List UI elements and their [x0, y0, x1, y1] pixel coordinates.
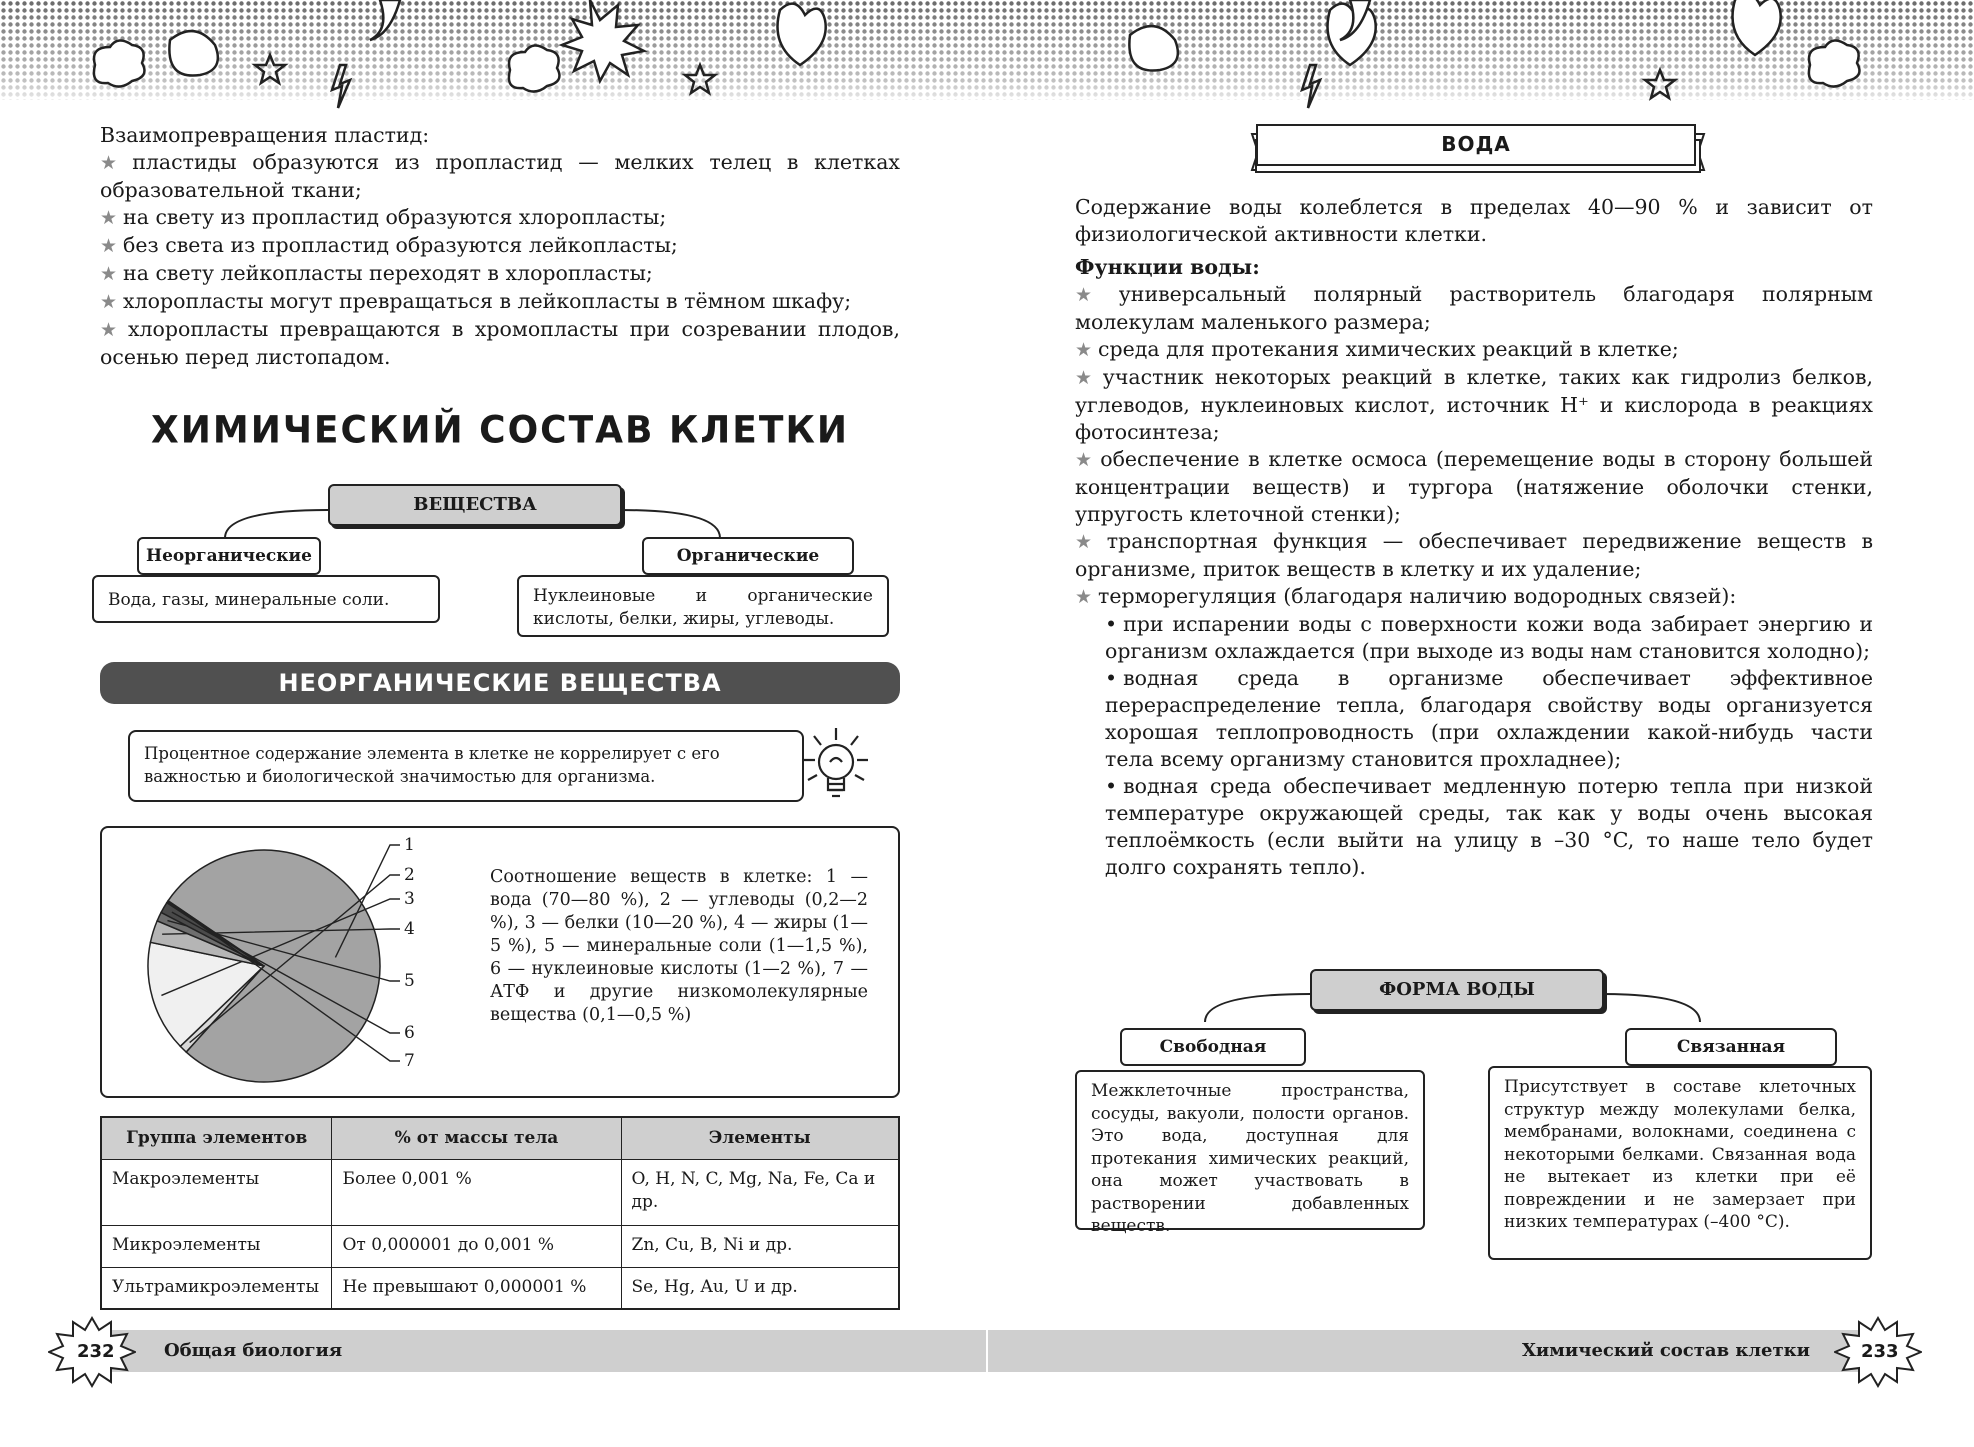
list-item: ★ универсальный полярный растворитель благодаря полярным молекулам маленького размера;	[1075, 282, 1873, 334]
list-item: ★ хлоропласты превращаются в хромопласты при созревании плодов, осенью перед листопадом.	[100, 317, 900, 369]
list-item: ★ пластиды образуются из пропластид — мелких телец в клетках образовательной ткани;	[100, 150, 900, 202]
chart-caption	[490, 866, 868, 1027]
list-item: ★ на свету лейкопласты переходят в хлоропласты;	[100, 261, 653, 285]
star-icon: ★	[100, 319, 122, 341]
plastid-conversion-title: Взаимопревращения пластид:	[100, 123, 430, 147]
list-item: • при испарении воды с поверхности кожи вода забирает энергию и организм охлаждается (при выходе из воды нам становится холодно);	[1105, 612, 1873, 663]
table-cell: Ультрамикроэлементы	[101, 1267, 332, 1309]
bound-water-label: Связанная	[1625, 1028, 1837, 1066]
note-box	[128, 730, 804, 802]
table-row	[101, 1159, 899, 1225]
list-item: ★ участник некоторых реакций в клетке, таких как гидролиз белков, углеводов, нуклеиновых кислот, источник H⁺ и кислорода в реакциях фотосинтеза;	[1075, 365, 1873, 444]
plastid-conversion-block	[100, 122, 900, 371]
table-header-row	[101, 1117, 899, 1159]
pie-label: 2	[404, 865, 415, 885]
table-cell: Микроэлементы	[101, 1225, 332, 1267]
lightbulb-icon	[802, 722, 874, 812]
bullet-icon: •	[1105, 612, 1118, 636]
free-water-description: Межклеточные пространства, сосуды, вакуоли, полости органов. Это вода, доступная для протекания химических реакций, она может участвовать в растворении добавленных веществ.	[1075, 1070, 1425, 1230]
table-cell: От 0,000001 до 0,001 %	[332, 1225, 621, 1267]
pie-label: 4	[404, 919, 415, 939]
water-text-block	[1075, 194, 1873, 881]
elements-table	[100, 1116, 900, 1310]
footer-title-left: Общая биология	[164, 1340, 343, 1361]
inorganic-label: Неорганические	[137, 537, 321, 575]
pie-label: 5	[404, 971, 415, 991]
footer-title-right: Химический состав клетки	[1521, 1340, 1810, 1361]
inorganic-description: Вода, газы, минеральные соли.	[92, 575, 440, 623]
star-icon: ★	[100, 152, 127, 174]
table-cell: Не превышают 0,000001 %	[332, 1267, 621, 1309]
substances-pie-chart	[104, 830, 484, 1094]
inorganic-section-title: НЕОРГАНИЧЕСКИЕ ВЕЩЕСТВА	[100, 662, 900, 704]
pie-label: 3	[404, 889, 415, 909]
organic-description: Нуклеиновые и органические кислоты, белки, жиры, углеводы.	[517, 575, 889, 637]
free-water-label: Свободная	[1120, 1028, 1306, 1066]
table-cell: Макроэлементы	[101, 1159, 332, 1225]
bullet-icon: •	[1105, 774, 1118, 798]
star-icon: ★	[100, 291, 118, 313]
chart-caption-text: Соотношение веществ в клетке: 1 — вода (70—80 %), 2 — углеводы (0,2—2 %), 3 — белки (10—20 %), 4 — жиры (1—5 %), 5 — минеральные соли (1—1,5 %), 6 — нуклеиновые кислоты (1—2 %), 7 — АТФ и другие низкомолекулярные вещества (0,1—0,5 %)	[490, 867, 868, 1025]
table-header-cell: Группа элементов	[101, 1117, 332, 1159]
list-item: • водная среда обеспечивает медленную потерю тепла при низкой температуре окружающей среды, так как у воды очень высокая теплоёмкость (если выйти на улицу в –30 °C, то наше тело будет долго сохранять тепло).	[1105, 774, 1873, 879]
star-icon: ★	[1075, 339, 1093, 361]
pie-label: 7	[404, 1051, 415, 1071]
star-icon: ★	[100, 235, 118, 257]
water-functions-title: Функции воды:	[1075, 255, 1260, 279]
star-icon: ★	[100, 263, 118, 285]
star-icon: ★	[1075, 284, 1113, 306]
star-icon: ★	[100, 207, 118, 229]
table-row	[101, 1225, 899, 1267]
footer-divider	[986, 1330, 988, 1372]
star-icon: ★	[1075, 586, 1093, 608]
water-intro: Содержание воды колеблется в пределах 40—90 % и зависит от физиологической активности клетки.	[1075, 195, 1873, 246]
list-item: • водная среда в организме обеспечивает эффективное перераспределение тепла, благодаря свойству воды организуется хорошая теплопроводность (при охлаждении какой-нибудь части тела всему организму становится прохладнее);	[1105, 666, 1873, 771]
page-number-left: 232	[77, 1341, 115, 1362]
header-pattern-band	[0, 0, 1974, 110]
table-cell: Zn, Cu, B, Ni и др.	[621, 1225, 899, 1267]
water-heading: ВОДА	[1256, 124, 1696, 166]
table-cell: Se, Hg, Au, U и др.	[621, 1267, 899, 1309]
pie-label: 6	[404, 1023, 415, 1043]
list-item: ★ обеспечение в клетке осмоса (перемещение воды в сторону большей концентрации веществ) и тургора (натяжение оболочки стенки, упругость клеточной стенки);	[1075, 447, 1873, 526]
bound-water-description: Присутствует в составе клеточных структур между молекулами белка, мембранами, волокнами, соединена с некоторыми белками. Связанная вода не вытекает из клетки при её повреждении и не замерзает при низких температурах (–400 °C).	[1488, 1066, 1872, 1260]
chapter-title: ХИМИЧЕСКИЙ СОСТАВ КЛЕТКИ	[150, 408, 850, 453]
list-item: ★ на свету из пропластид образуются хлоропласты;	[100, 205, 667, 229]
star-icon: ★	[1075, 367, 1097, 389]
substances-heading: ВЕЩЕСТВА	[328, 484, 622, 526]
note-text: Процентное содержание элемента в клетке не коррелирует с его важностью и биологической значимостью для организма.	[144, 744, 720, 786]
table-cell: O, H, N, C, Mg, Na, Fe, Ca и др.	[621, 1159, 899, 1225]
bullet-icon: •	[1105, 666, 1118, 690]
list-item: ★ транспортная функция — обеспечивает передвижение веществ в организме, приток веществ в клетку и их удаление;	[1075, 529, 1873, 581]
list-item: ★ среда для протекания химических реакций в клетке;	[1075, 337, 1679, 361]
water-form-heading: ФОРМА ВОДЫ	[1310, 969, 1604, 1011]
table-cell: Более 0,001 %	[332, 1159, 621, 1225]
table-row	[101, 1267, 899, 1309]
list-item: ★ хлоропласты могут превращаться в лейкопласты в тёмном шкафу;	[100, 289, 852, 313]
table-header-cell: % от массы тела	[332, 1117, 621, 1159]
star-icon: ★	[1075, 531, 1101, 553]
pie-label: 1	[404, 835, 415, 855]
list-item: ★ терморегуляция (благодаря наличию водородных связей):	[1075, 584, 1737, 608]
star-icon: ★	[1075, 449, 1095, 471]
page-number-right: 233	[1861, 1341, 1899, 1362]
organic-label: Органические	[642, 537, 854, 575]
list-item: ★ без света из пропластид образуются лейкопласты;	[100, 233, 678, 257]
table-header-cell: Элементы	[621, 1117, 899, 1159]
